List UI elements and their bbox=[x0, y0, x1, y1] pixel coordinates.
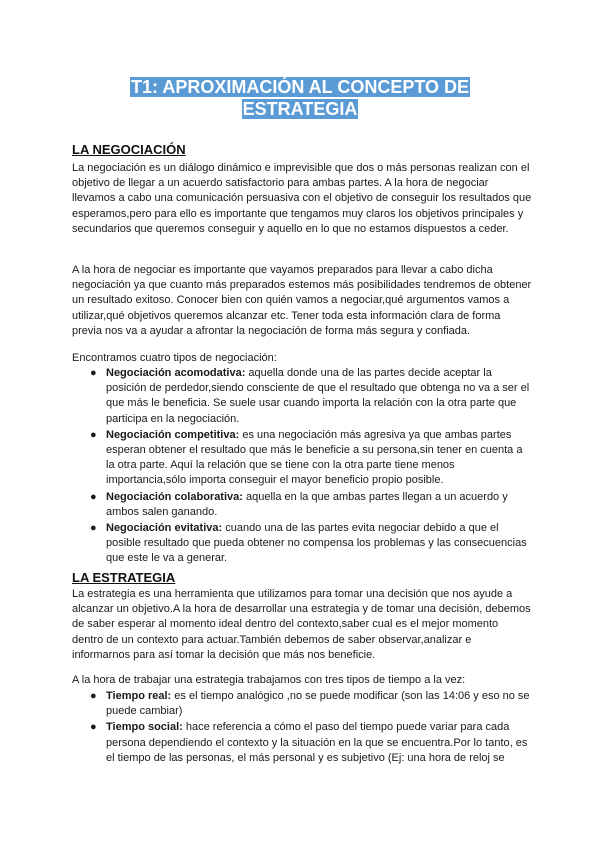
heading-negociacion: LA NEGOCIACIÓN bbox=[72, 142, 186, 157]
paragraph-negociacion-1: La negociación es un diálogo dinámico e imprevisible que dos o más personas realizan con el objetivo de llegar a un acuerdo satisfactorio para ambas partes. A la hora de negociar llevamos a cabo una comunicación persuasiva con el objetivo de conseguir los resultados que esperamos,pero para ello es importante que tengamos muy claros los objetivos principales y secundarios que queremos conseguir y aquello en lo que no estamos dispuestos a ceder. bbox=[72, 162, 532, 235]
list-item: ● Negociación colaborativa: aquella en la que ambas partes llegan a un acuerdo y ambos salen ganando. bbox=[90, 490, 508, 518]
list-item: ● Tiempo real: es el tiempo analógico ,no se puede modificar (son las 14:06 y eso no se puede cambiar) bbox=[90, 690, 530, 718]
heading-estrategia: LA ESTRATEGIA bbox=[72, 570, 176, 585]
bullet-icon: ● bbox=[90, 690, 97, 702]
document-title bbox=[0, 76, 600, 120]
paragraph-estrategia-1: La estrategia es una herramienta que utilizamos para tomar una decisión que nos ayude a alcanzar un objetivo.A la hora de desarrollar una estrategia y de tomar una decisión, debemos de saber esperar al momento ideal dentro del contexto,saber cual es el mejor momento dentro de un contexto para actuar.También debemos de saber observar,analizar e informarnos para así tomar la decisión que más nos beneficie. bbox=[72, 588, 531, 661]
title-line-1: T1: APROXIMACIÓN AL CONCEPTO DE bbox=[130, 77, 470, 97]
list-item: ● Negociación acomodativa: aquella donde una de las partes decide aceptar la posición de perdedor,siendo consciente de que el resultado que obtenga no va a ser el que más le beneficia. Se suele usar cuando importa la relación con la otra parte que participa en la negociación. bbox=[90, 367, 530, 425]
paragraph-negociacion-2: A la hora de negociar es importante que vayamos preparados para llevar a cabo dicha negociación ya que cuanto más preparados estemos más posibilidades tendremos de obtener un resultado exitoso. Conocer bien con quién vamos a negociar,qué argumentos vamos a utilizar,qué objetivos queremos alcanzar etc. Tener toda esta información clara de forma previa nos va a ayudar a afrontar la negociación de forma más segura y confiada. bbox=[72, 264, 532, 337]
bullet-icon: ● bbox=[90, 428, 97, 441]
list-item: ● Negociación competitiva: es una negociación más agresiva ya que ambas partes esperan obtener el resultado que más le beneficie a su persona,sin tener en cuenta a la otra parte. Aquí la relación que se tiene con la otra parte tiene menos importancia,sólo importa conseguir el mayor beneficio propio posible. bbox=[90, 428, 523, 487]
paragraph-negociacion-3: Encontramos cuatro tipos de negociación: bbox=[72, 352, 277, 364]
list-item: ● Negociación evitativa: cuando una de las partes evita negociar debido a que el posible resultado que pueda obtener no compensa los problemas y las consecuencias que este le va a generar. bbox=[90, 522, 527, 565]
bullet-icon: ● bbox=[90, 721, 97, 734]
bullet-icon: ● bbox=[90, 490, 97, 503]
title-line-2: ESTRATEGIA bbox=[242, 99, 358, 119]
negotiation-types-list bbox=[72, 366, 532, 568]
paragraph-estrategia-2: A la hora de trabajar una estrategia trabajamos con tres tipos de tiempo a la vez: bbox=[72, 674, 466, 686]
time-types-list bbox=[72, 689, 532, 767]
list-item: ● Tiempo social: hace referencia a cómo el paso del tiempo puede variar para cada persona dependiendo el contexto y la situación en la que se encuentra.Por lo tanto, es el tiempo de las personas, el más personal y es subjetivo (Ej: una hora de reloj se bbox=[90, 721, 528, 764]
bullet-icon: ● bbox=[90, 522, 97, 535]
bullet-icon: ● bbox=[90, 367, 97, 379]
